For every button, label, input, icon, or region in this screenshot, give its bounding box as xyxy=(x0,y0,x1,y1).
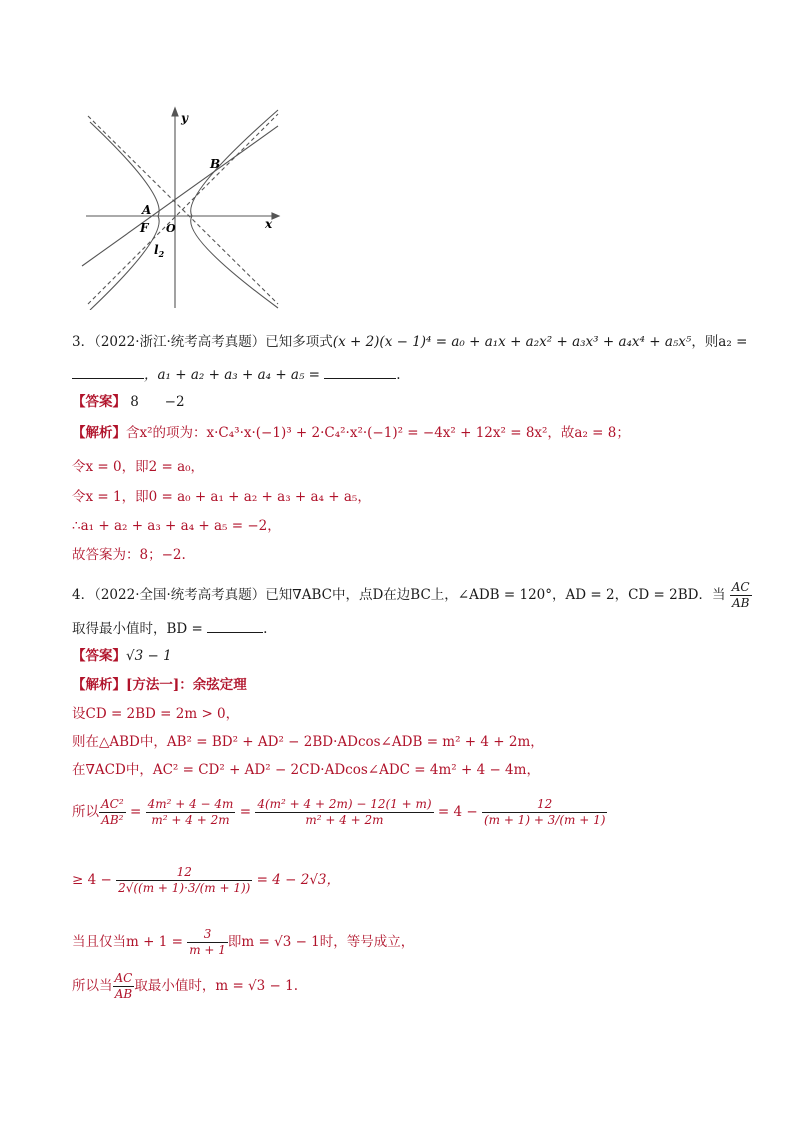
line-l2 xyxy=(82,126,278,266)
q4-step-6 xyxy=(72,922,414,964)
q3-answer-tag: 【答案】 xyxy=(72,394,126,410)
q4-step-5 xyxy=(72,858,340,908)
q3-analysis-3: 令x = 1，即0 = a₀ + a₁ + a₂ + a₃ + a₄ + a₅， xyxy=(72,489,371,505)
q3-number: 3． xyxy=(72,334,95,350)
point-b-label: B xyxy=(210,157,221,171)
q4-step-4-frac-4-den: (m + 1) + 3/(m + 1) xyxy=(483,813,606,827)
q4-step-4-frac-3-num: 4(m² + 4 + 2m) − 12(1 + m) xyxy=(257,797,432,811)
q4-step-7 xyxy=(72,966,298,1008)
q4-step-6-frac-num: 3 xyxy=(187,927,228,943)
q4-step-1: 设CD = 2BD = 2m > 0， xyxy=(72,706,240,722)
q4-answer-tag: 【答案】 xyxy=(72,648,126,664)
q4-stem xyxy=(72,578,752,612)
q4-step-4-frac-2 xyxy=(146,797,236,828)
q4-step-6-prefix: 当且仅当m + 1 = xyxy=(72,934,183,950)
q4-method-tag: [方法一]：余弦定理 xyxy=(126,677,247,693)
q4-fraction-den: AB xyxy=(731,596,750,610)
line-l2-label xyxy=(154,243,165,259)
q4-line2-end: . xyxy=(263,621,268,637)
q4-step-4-frac-3-den: m² + 4 + 2m xyxy=(305,813,384,827)
q3-blank-sum[interactable] xyxy=(324,364,396,379)
q3-analysis-4: ∴a₁ + a₂ + a₃ + a₄ + a₅ = −2， xyxy=(72,518,281,534)
q4-step-3: 在∇ACD中，AC² = CD² + AD² − 2CD·ADcos∠ADC = 4m² + 4 − 4m， xyxy=(72,762,540,778)
q3-expression: (x + 2)(x − 1)⁴ = a₀ + a₁x + a₂x² + a₃x³ + a₄x⁴ + a₅x⁵ xyxy=(332,334,692,350)
q4-analysis-head xyxy=(72,675,247,695)
q4-step-4-frac-4 xyxy=(482,797,607,828)
line-l2-letter: l xyxy=(154,243,159,257)
q4-step-4-eq-3: = 4 − xyxy=(437,804,478,820)
q4-step-4-frac-3 xyxy=(255,797,433,828)
q4-number: 4． xyxy=(72,587,95,603)
q4-fraction-num: AC xyxy=(731,580,750,594)
q3-analysis-tag: 【解析】 xyxy=(72,425,126,441)
q4-line2-text: 取得最小值时，BD = xyxy=(72,621,203,637)
q4-step-7-prefix: 所以当 xyxy=(72,978,113,994)
q4-answer-value: √3 − 1 xyxy=(126,648,172,664)
q4-step-5-frac xyxy=(116,865,252,896)
point-o-label: O xyxy=(166,222,176,235)
q4-answer xyxy=(72,646,172,666)
q4-step-4-frac-1-den: AB² xyxy=(101,813,124,827)
q4-step-5-prefix: ≥ 4 − xyxy=(72,872,112,888)
q4-step-7-frac xyxy=(113,971,135,1002)
q4-step-7-frac-den: AB xyxy=(114,987,133,1001)
hyperbola-figure xyxy=(80,104,290,310)
q4-step-5-frac-num: 12 xyxy=(116,865,252,881)
y-axis-label: y xyxy=(181,111,188,125)
hyperbola-right-branch xyxy=(191,110,278,308)
q4-step-5-tail: = 4 − 2√3， xyxy=(256,872,341,888)
q3-source: （2022·浙江·统考高考真题） xyxy=(94,334,266,350)
q4-step-6-frac xyxy=(187,927,228,958)
q3-stem-tail: ，则a₂ = xyxy=(691,334,748,350)
q4-step-4 xyxy=(72,790,607,840)
q4-step-4-frac-1-num: AC² xyxy=(101,797,124,811)
line-l2-subscript: 2 xyxy=(158,249,165,259)
q4-step-2: 则在△ABD中，AB² = BD² + AD² − 2BD·ADcos∠ADB = m² + 4 + 2m， xyxy=(72,734,544,750)
point-f-label: F xyxy=(140,221,149,235)
q4-analysis-tag: 【解析】 xyxy=(72,677,126,693)
q3-answer xyxy=(72,392,185,412)
q4-line2 xyxy=(72,618,267,639)
q4-step-5-frac-den: 2√((m + 1)·3/(m + 1)) xyxy=(118,881,251,895)
q4-step-6-frac-den: m + 1 xyxy=(189,943,226,957)
q4-step-4-eq-1: = xyxy=(129,804,142,820)
q3-blanks xyxy=(72,364,401,385)
q4-source: （2022·全国·统考高考真题） xyxy=(94,587,266,603)
q4-step-4-frac-1 xyxy=(99,797,126,828)
q4-step-7-frac-num: AC xyxy=(114,971,133,985)
q3-analysis-5: 故答案为：8；−2. xyxy=(72,547,186,563)
q3-sum-text: ，a₁ + a₂ + a₃ + a₄ + a₅ = xyxy=(144,367,320,383)
q3-analysis-line-1: 含x²的项为：x·C₄³·x·(−1)³ + 2·C₄²·x²·(−1)² = −4x² + 12x² = 8x²，故a₂ = 8； xyxy=(126,425,630,441)
x-axis-arrow xyxy=(272,213,279,219)
q3-stem-text: 已知多项式 xyxy=(265,334,333,350)
q4-step-4-eq-2: = xyxy=(239,804,252,820)
q3-analysis-2: 令x = 0，即2 = a₀， xyxy=(72,459,205,475)
q4-step-4-prefix: 所以 xyxy=(72,804,99,820)
q4-step-6-tail: 即m = √3 − 1时，等号成立， xyxy=(227,934,415,950)
x-axis-label: x xyxy=(265,217,273,231)
q3-blank-a2[interactable] xyxy=(72,364,144,379)
q3-analysis-1 xyxy=(72,423,630,443)
q4-step-4-frac-2-den: m² + 4 + 2m xyxy=(151,813,230,827)
q4-blank-bd[interactable] xyxy=(207,618,263,633)
q3-blank-end: . xyxy=(396,367,401,383)
q4-step-7-tail: 取最小值时，m = √3 − 1. xyxy=(134,978,299,994)
q4-step-4-frac-2-num: 4m² + 4 − 4m xyxy=(147,797,234,811)
q4-stem-text: 已知∇ABC中，点D在边BC上，∠ADB = 120°，AD = 2，CD = 2BD．当 xyxy=(265,587,726,603)
q3-stem xyxy=(72,332,747,352)
q3-answer-values: 8 −2 xyxy=(130,394,185,410)
q4-step-4-frac-4-num: 12 xyxy=(482,797,607,813)
q4-ratio-fraction xyxy=(730,580,752,611)
y-axis-arrow xyxy=(172,108,178,116)
point-a-label: A xyxy=(142,203,152,217)
asymptote-2 xyxy=(88,116,278,304)
